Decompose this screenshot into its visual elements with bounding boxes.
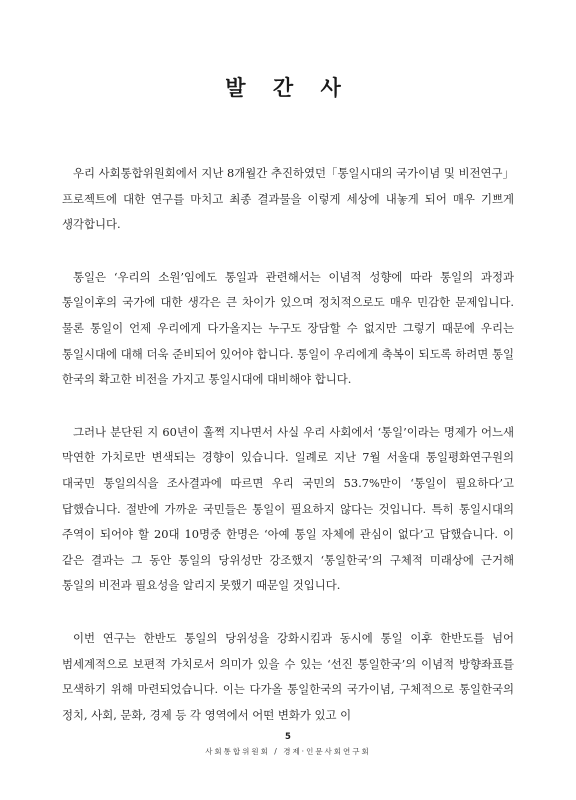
paragraph-2: 통일은 ‘우리의 소원’임에도 통일과 관련해서는 이념적 성향에 따라 통일의 과정과 통일이후의 국가에 대한 생각은 큰 차이가 있으며 정치적으로도 매우 민감한 문제입니다. 물론 통일이 언제 우리에게 다가올지는 누구도 장담할 수 없지만 그렇기 때문에 우리는 통일시대에 대해 더욱 준비되어 있어야 합니다. 통일이 우리에게 축복이 되도록 하려면 통일 한국의 확고한 비전을 가지고 통일시대에 대비해야 합니다. [62,269,514,387]
footer-publisher: 사회통합위원회 / 경제·인문사회연구회 [205,747,371,756]
document-body [62,161,514,755]
paragraph-3: 그러나 분단된 지 60년이 훌쩍 지나면서 사실 우리 사회에서 ‘통일’이라는 명제가 어느새 막연한 가치로만 변색되는 경향이 있습니다. 일례로 지난 7월 서울대 통일평화연구원의 대국민 통일의식을 조사결과에 따르면 우리 국민의 53.7%만이 ‘통일이 필요하다’고 답했습니다. 절반에 가까운 국민들은 통일이 필요하지 않다는 것입니다. 특히 통일시대의 주역이 되어야 할 20대 10명중 한명은 ‘아예 통일 자체에 관심이 없다’고 답했습니다. 이 같은 결과는 그 동안 통일의 당위성만 강조했지 ‘통일한국’의 구체적 미래상에 근거해 통일의 비전과 필요성을 알리지 못했기 때문일 것입니다. [62,424,514,593]
page-title: 발 간 사 [225,75,351,100]
page-number: 5 [285,732,291,742]
paragraph-4: 이번 연구는 한반도 통일의 당위성을 강화시킴과 동시에 통일 이후 한반도를 넘어 범세계적으로 보편적 가치로서 의미가 있을 수 있는 ‘선진 통일한국’의 이념적 방향좌표를 모색하기 위해 마련되었습니다. 이는 다가올 통일한국의 국가이념, 구체적으로 통일한국의 정치, 사회, 문화, 경제 등 각 영역에서 어떤 변화가 있고 이 [62,630,514,722]
paragraph-1: 우리 사회통합위원회에서 지난 8개월간 추진하였던「통일시대의 국가이념 및 비전연구」프로젝트에 대한 연구를 마치고 최종 결과물을 이렇게 세상에 내놓게 되어 매우 기쁘게 생각합니다. [62,166,514,232]
